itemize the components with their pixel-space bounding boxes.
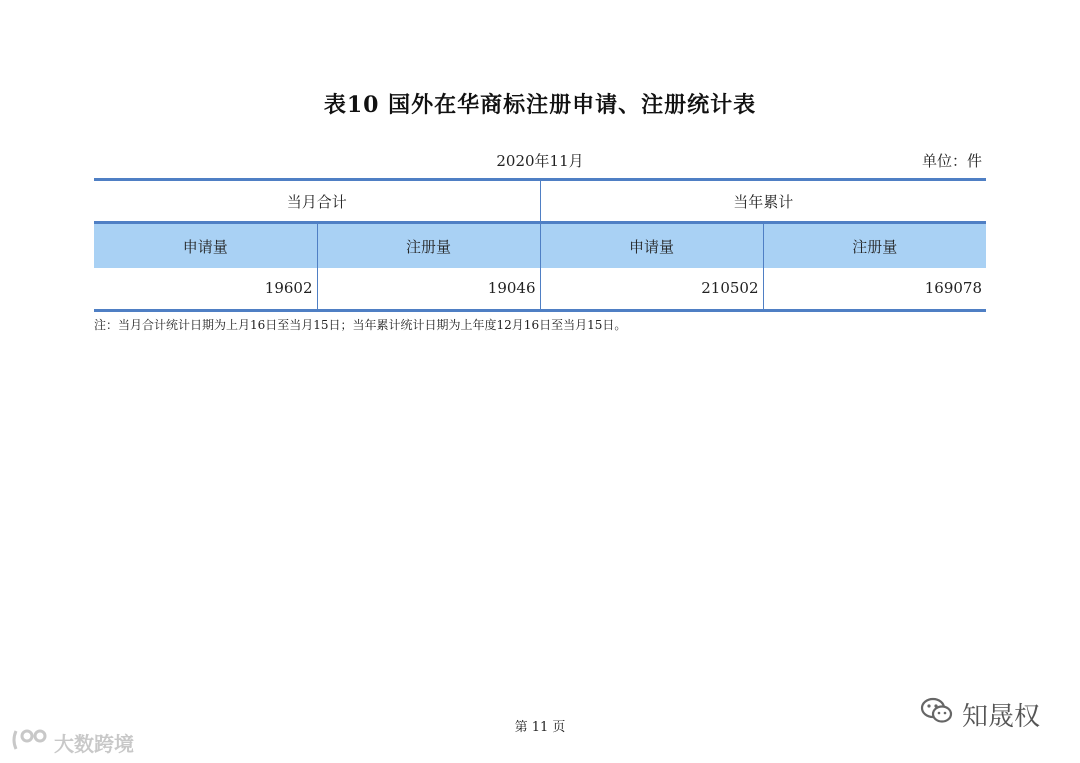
wechat-icon [920, 696, 954, 733]
watermark-right [920, 694, 1040, 734]
column-header-yearly-registrations: 注册量 [763, 223, 986, 269]
column-header-monthly-registrations: 注册量 [317, 223, 540, 269]
group-header-yearly: 当年累计 [540, 180, 986, 223]
page-number: 第 11 页 [514, 720, 566, 735]
cell-monthly-registrations: 19046 [317, 268, 540, 310]
watermark-left [10, 726, 134, 758]
cell-yearly-applications: 210502 [540, 268, 763, 310]
table-row [94, 268, 986, 310]
watermark-left-text: 大数跨境 [54, 731, 134, 756]
group-header-row [94, 180, 986, 223]
column-header-yearly-applications: 申请量 [540, 223, 763, 269]
cell-monthly-applications: 19602 [94, 268, 317, 310]
report-date: 2020年11月 [496, 152, 584, 170]
table-title: 表10 国外在华商标注册申请、注册统计表 [323, 92, 757, 118]
column-header-row [94, 223, 986, 269]
watermark-right-text: 知晟权 [962, 701, 1041, 732]
group-header-monthly: 当月合计 [94, 180, 540, 223]
column-header-monthly-applications: 申请量 [94, 223, 317, 269]
table-footnote: 注：当月合计统计日期为上月16日至当月15日；当年累计统计日期为上年度12月16日至当月15日。 [94, 318, 627, 332]
statistics-table [94, 178, 986, 312]
watermark-logo-icon [10, 727, 50, 758]
unit-label: 单位：件 [921, 152, 982, 170]
cell-yearly-registrations: 169078 [763, 268, 986, 310]
